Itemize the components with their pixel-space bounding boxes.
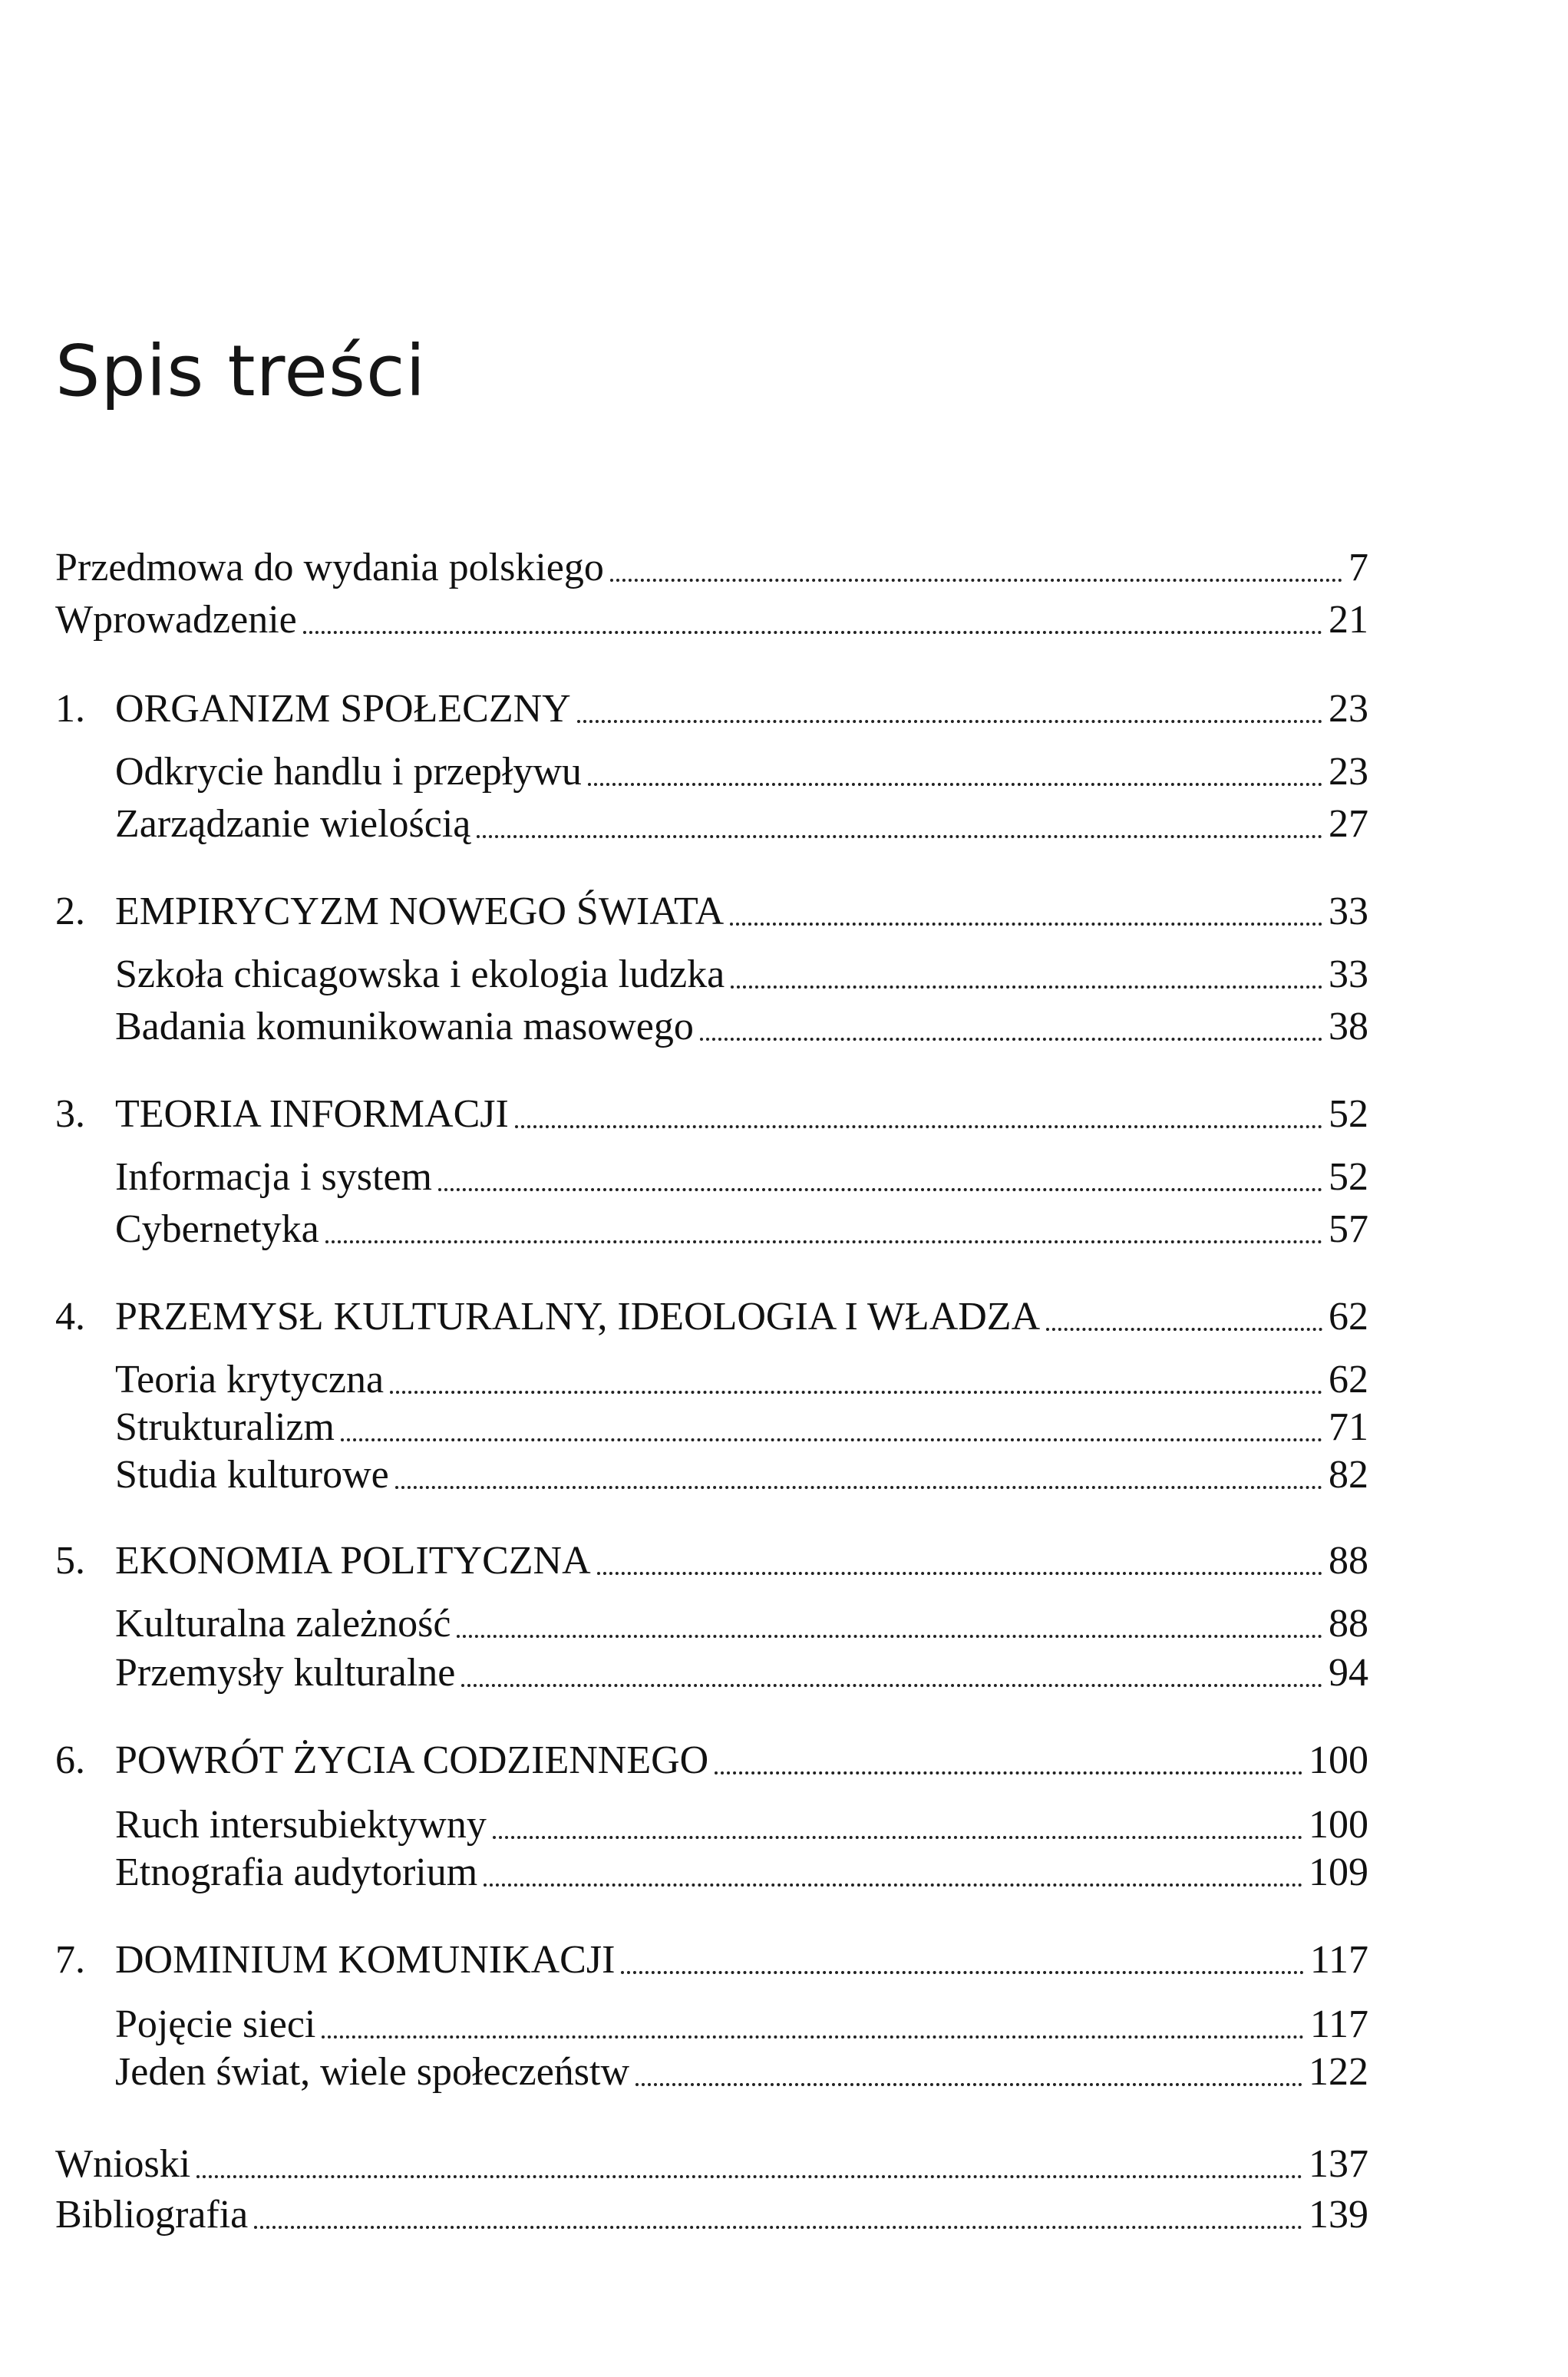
dot-leader — [461, 1684, 1322, 1687]
entry-page: 117 — [1309, 2002, 1368, 2046]
dot-leader — [635, 2083, 1302, 2086]
chapter-number: 5. — [55, 1539, 85, 1583]
entry-label: Pojęcie sieci — [115, 2002, 316, 2046]
toc-chapter-2[interactable] — [55, 889, 1368, 935]
toc-entry-conclusions[interactable] — [55, 2141, 1368, 2187]
dot-leader — [457, 1635, 1322, 1638]
toc-section[interactable] — [115, 1802, 1368, 1848]
entry-label: Szkoła chicagowska i ekologia ludzka — [115, 952, 725, 996]
entry-page: 100 — [1309, 1738, 1368, 1782]
entry-label: TEORIA INFORMACJI — [115, 1092, 509, 1136]
entry-page: 88 — [1329, 1602, 1368, 1646]
toc-entry-preface[interactable] — [55, 545, 1368, 591]
entry-label: Strukturalizm — [115, 1405, 335, 1449]
dot-leader — [395, 1486, 1322, 1489]
entry-page: 52 — [1329, 1092, 1368, 1136]
dot-leader — [700, 1038, 1322, 1041]
entry-page: 137 — [1309, 2142, 1368, 2186]
toc-chapter-4[interactable] — [55, 1294, 1368, 1340]
toc-chapter-7[interactable] — [55, 1937, 1368, 1983]
toc-section[interactable] — [115, 1004, 1368, 1050]
entry-label: Zarządzanie wielością — [115, 802, 471, 846]
toc-section[interactable] — [115, 1601, 1368, 1647]
entry-label: Informacja i system — [115, 1155, 432, 1199]
entry-label: ORGANIZM SPOŁECZNY — [115, 687, 571, 731]
entry-page: 23 — [1329, 750, 1368, 794]
entry-label: Etnografia audytorium — [115, 1850, 478, 1894]
page-title: Spis treści — [55, 330, 427, 412]
dot-leader — [477, 835, 1322, 838]
dot-leader — [731, 985, 1322, 989]
entry-label: Cybernetyka — [115, 1207, 319, 1251]
toc-section[interactable] — [115, 952, 1368, 998]
dot-leader — [325, 1240, 1322, 1243]
dot-leader — [438, 1188, 1322, 1191]
chapter-number: 6. — [55, 1738, 85, 1782]
entry-page: 33 — [1329, 952, 1368, 996]
entry-page: 88 — [1329, 1539, 1368, 1583]
chapter-number: 1. — [55, 687, 85, 731]
chapter-number: 2. — [55, 890, 85, 933]
chapter-number: 4. — [55, 1295, 85, 1339]
entry-label: POWRÓT ŻYCIA CODZIENNEGO — [115, 1738, 709, 1782]
entry-label: Bibliografia — [55, 2193, 249, 2237]
dot-leader — [484, 1883, 1302, 1887]
entry-page: 62 — [1329, 1358, 1368, 1401]
entry-page: 21 — [1329, 598, 1368, 642]
entry-label: Przemysły kulturalne — [115, 1651, 456, 1695]
dot-leader — [621, 1971, 1304, 1974]
entry-label: Teoria krytyczna — [115, 1358, 385, 1401]
entry-label: Jeden świat, wiele społeczeństw — [115, 2050, 630, 2094]
toc-chapter-6[interactable] — [55, 1738, 1368, 1784]
dot-leader — [588, 783, 1322, 786]
entry-page: 122 — [1309, 2050, 1368, 2094]
entry-label: Wprowadzenie — [55, 598, 297, 642]
toc-section[interactable] — [115, 2049, 1368, 2095]
entry-page: 33 — [1329, 890, 1368, 933]
entry-label: Wnioski — [55, 2142, 191, 2186]
toc-chapter-5[interactable] — [55, 1538, 1368, 1584]
toc-section[interactable] — [115, 2002, 1368, 2048]
toc-section[interactable] — [115, 1452, 1368, 1498]
toc-section[interactable] — [115, 1650, 1368, 1696]
entry-label: Przedmowa do wydania polskiego — [55, 546, 604, 589]
entry-page: 82 — [1329, 1453, 1368, 1497]
dot-leader — [493, 1836, 1302, 1839]
entry-label: Badania komunikowania masowego — [115, 1005, 694, 1048]
chapter-number: 3. — [55, 1092, 85, 1136]
entry-label: PRZEMYSŁ KULTURALNY, IDEOLOGIA I WŁADZA — [115, 1295, 1041, 1339]
toc-section[interactable] — [115, 1405, 1368, 1451]
toc-section[interactable] — [115, 749, 1368, 795]
dot-leader — [610, 579, 1342, 582]
toc-section[interactable] — [115, 801, 1368, 847]
dot-leader — [196, 2175, 1302, 2178]
entry-page: 62 — [1329, 1295, 1368, 1339]
entry-label: EKONOMIA POLITYCZNA — [115, 1539, 591, 1583]
toc-chapter-1[interactable] — [55, 686, 1368, 732]
toc-section[interactable] — [115, 1154, 1368, 1200]
dot-leader — [515, 1125, 1322, 1128]
entry-page: 117 — [1309, 1938, 1368, 1982]
entry-label: Kulturalna zależność — [115, 1602, 451, 1646]
dot-leader — [341, 1438, 1322, 1441]
entry-page: 38 — [1329, 1005, 1368, 1048]
entry-page: 57 — [1329, 1207, 1368, 1251]
entry-label: Odkrycie handlu i przepływu — [115, 750, 582, 794]
dot-leader — [597, 1572, 1322, 1575]
entry-page: 7 — [1348, 546, 1368, 589]
dot-leader — [322, 2035, 1304, 2039]
dot-leader — [730, 923, 1322, 926]
toc-chapter-3[interactable] — [55, 1091, 1368, 1137]
entry-label: DOMINIUM KOMUNIKACJI — [115, 1938, 616, 1982]
entry-page: 23 — [1329, 687, 1368, 731]
entry-page: 139 — [1309, 2193, 1368, 2237]
toc-entry-bibliography[interactable] — [55, 2192, 1368, 2238]
dot-leader — [577, 720, 1322, 723]
toc-section[interactable] — [115, 1207, 1368, 1253]
entry-label: EMPIRYCYZM NOWEGO ŚWIATA — [115, 890, 725, 933]
entry-page: 94 — [1329, 1651, 1368, 1695]
dot-leader — [390, 1391, 1322, 1394]
dot-leader — [254, 2226, 1302, 2229]
entry-page: 109 — [1309, 1850, 1368, 1894]
dot-leader — [303, 631, 1322, 634]
dot-leader — [1046, 1328, 1322, 1331]
toc-entry-introduction[interactable] — [55, 597, 1368, 643]
toc-section[interactable] — [115, 1850, 1368, 1896]
dot-leader — [715, 1771, 1302, 1774]
entry-page: 27 — [1329, 802, 1368, 846]
entry-page: 52 — [1329, 1155, 1368, 1199]
entry-page: 100 — [1309, 1803, 1368, 1847]
entry-label: Studia kulturowe — [115, 1453, 389, 1497]
chapter-number: 7. — [55, 1938, 85, 1982]
entry-page: 71 — [1329, 1405, 1368, 1449]
toc-section[interactable] — [115, 1357, 1368, 1403]
entry-label: Ruch intersubiektywny — [115, 1803, 487, 1847]
